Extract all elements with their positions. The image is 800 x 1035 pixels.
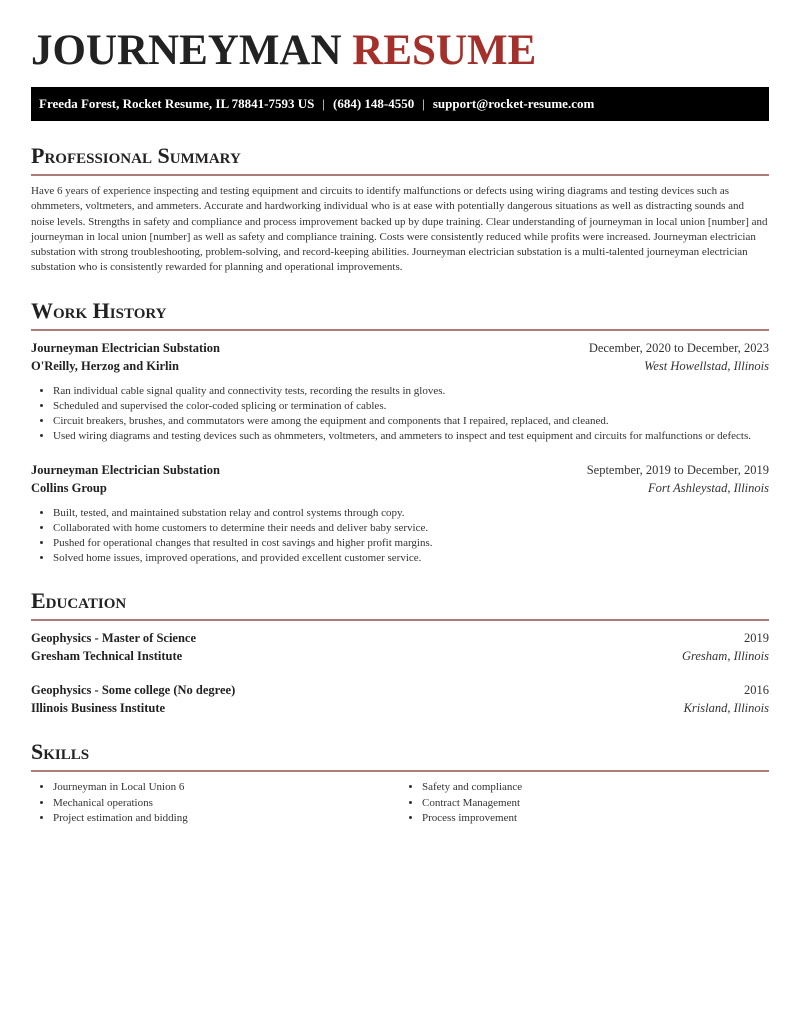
skill-item: • Contract Management xyxy=(422,796,769,811)
contact-email[interactable]: support@rocket-resume.com xyxy=(432,96,595,111)
graduation-year: 2016 xyxy=(744,683,769,698)
list-item: • Solved home issues, improved operations, and provided excellent customer service. xyxy=(53,551,769,566)
school: Illinois Business Institute xyxy=(31,701,166,716)
job-company: Collins Group xyxy=(31,480,107,495)
title-primary: JOURNEYMAN xyxy=(31,27,342,74)
section-divider xyxy=(31,174,769,176)
summary-section xyxy=(31,143,769,276)
section-heading: Professional Summary xyxy=(31,143,241,168)
contact-separator: | xyxy=(322,96,325,111)
resume-title xyxy=(31,0,769,73)
section-divider xyxy=(31,329,769,331)
job-bullets xyxy=(31,506,769,567)
job-location: Fort Ashleystad, Illinois xyxy=(648,480,769,495)
education-entry xyxy=(31,629,769,665)
work-history-section xyxy=(31,298,769,567)
job-dates: December, 2020 to December, 2023 xyxy=(588,340,769,355)
skills-grid xyxy=(31,780,769,826)
list-item: • Pushed for operational changes that resulted in cost savings and higher profit margins. xyxy=(53,536,769,551)
degree: Geophysics - Some college (No degree) xyxy=(31,683,236,698)
skill-item: • Process improvement xyxy=(422,811,769,826)
skill-item: • Mechanical operations xyxy=(53,796,400,811)
section-heading: Work History xyxy=(31,297,167,323)
job-title: Journeyman Electrician Substation xyxy=(31,462,220,477)
contact-phone: (684) 148-4550 xyxy=(332,96,415,111)
list-item: • Circuit breakers, brushes, and commutators were among the equipment and components that I repaired, replaced, and cleaned. xyxy=(53,414,769,429)
school-location: Gresham, Illinois xyxy=(681,649,769,664)
skills-section xyxy=(31,739,769,826)
skill-item: • Safety and compliance xyxy=(422,780,769,795)
list-item: • Collaborated with home customers to determine their needs and deliver baby service. xyxy=(53,521,769,536)
list-item: • Ran individual cable signal quality and connectivity tests, recording the results in gloves. xyxy=(53,384,769,399)
job-company: O'Reilly, Herzog and Kirlin xyxy=(31,358,179,373)
job-entry xyxy=(31,461,769,567)
school-location: Krisland, Illinois xyxy=(683,701,769,716)
title-accent: RESUME xyxy=(352,27,537,74)
section-divider xyxy=(31,619,769,621)
job-entry xyxy=(31,339,769,445)
skills-list-left xyxy=(31,780,400,826)
section-divider xyxy=(31,770,769,772)
summary-text: Have 6 years of experience inspecting and testing equipment and circuits to identify malfunctions or defects using wiring diagrams and testing devices such as ohmmeters, voltmeters, and ammeters. Accurate and hardworking individual who is at ease with potentially dangerous situations as well as distracting sounds and noise levels. Strengths in safety and compliance and process improvement backed up by dupe training. Clear understanding of journeyman in local union [number] and journeyman in local union [number] as well as safety and compliance training. Costs were consistently reduced while profits were increased. Journeyman electrician substation with strong troubleshooting, problem-solving, and record-keeping abilities. Journeyman electrician substation is a multi-talented journeyman electrician substation who is consistently rewarded for planning and operational improvements. xyxy=(31,185,768,274)
education-entry xyxy=(31,681,769,717)
job-title: Journeyman Electrician Substation xyxy=(31,340,220,355)
contact-separator: | xyxy=(422,96,425,111)
list-item: • Used wiring diagrams and testing devices such as ohmmeters, voltmeters, and ammeters to inspect and test equipment and circuits for malfunctions or defects. xyxy=(53,429,769,444)
skill-item: • Project estimation and bidding xyxy=(53,811,400,826)
job-bullets xyxy=(31,384,769,445)
section-heading: Education xyxy=(31,588,127,614)
job-location: West Howellstad, Illinois xyxy=(644,358,769,373)
graduation-year: 2019 xyxy=(744,631,769,646)
section-heading: Skills xyxy=(31,739,90,765)
list-item: • Built, tested, and maintained substation relay and control systems through copy. xyxy=(53,506,769,521)
skills-list-right xyxy=(400,780,769,826)
degree: Geophysics - Master of Science xyxy=(31,631,197,646)
job-dates: September, 2019 to December, 2019 xyxy=(586,462,769,477)
contact-bar xyxy=(31,87,769,121)
school: Gresham Technical Institute xyxy=(31,649,183,664)
list-item: • Scheduled and supervised the color-coded splicing or termination of cables. xyxy=(53,399,769,414)
education-section xyxy=(31,588,769,717)
contact-address: Freeda Forest, Rocket Resume, IL 78841-7593 US xyxy=(39,96,315,111)
skill-item: • Journeyman in Local Union 6 xyxy=(53,780,400,795)
